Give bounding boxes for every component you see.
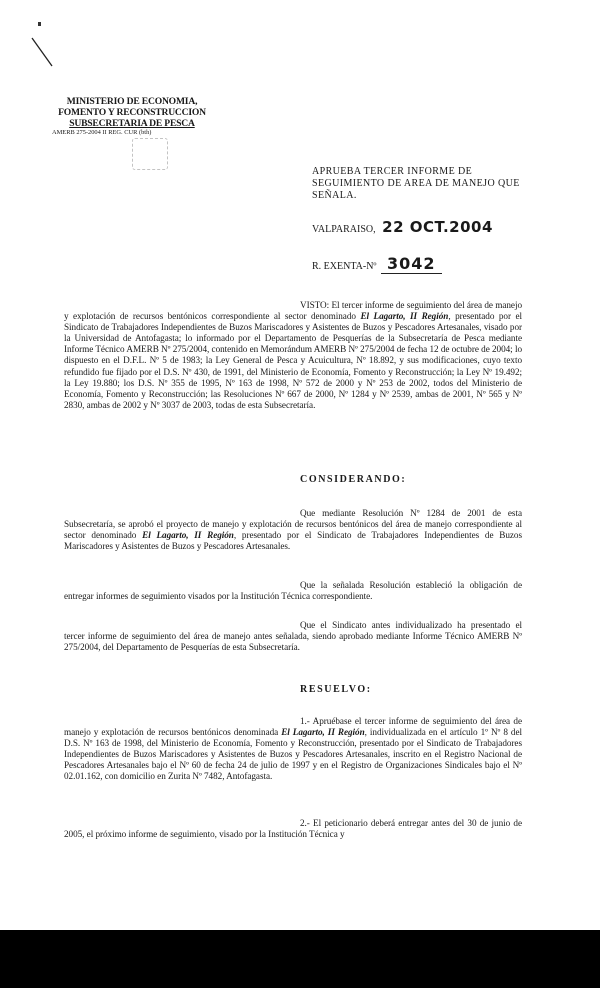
scan-artifact-mark (30, 20, 60, 70)
header-subsecretaria: SUBSECRETARIA DE PESCA (69, 118, 195, 129)
resolution-number-line (312, 254, 522, 274)
exenta-label: R. EXENTA-Nº (312, 261, 377, 272)
considerando-1-sector: El Lagarto, II Región (142, 530, 234, 541)
resuelvo-heading: RESUELVO: (300, 684, 372, 695)
resuelvo-1-text-a: 1.- Apruébase el tercer informe de seguimiento del área de manejo y explotación de recursos bentónicos denominada (64, 716, 522, 738)
header-fomento: FOMENTO Y RECONSTRUCCION (58, 107, 206, 118)
visto-text-a: VISTO: El tercer informe de seguimiento del área de manejo y explotación de recursos bentónicos correspondiente al sector denominado (64, 300, 522, 322)
resuelvo-1-text-b: , individualizada en el artículo 1º Nº 8 del D.S. Nº 163 de 1998, del Ministerio de Economía, Fomento y Reconstrucción, presentado por el Sindicato de Trabajadores Independientes de Buzos Mariscadores y Asistentes de Buzos y Pescadores Artesanales, inscrito en el Registro Nacional de Pescadores Artesanales bajo el Nº 60 de fecha 24 de julio de 1997 y en el Registro de Organizaciones Sindicales bajo el Nº 02.01.162, con domicilio en Zurita Nº 7482, Antofagasta. (64, 727, 522, 782)
place-date-line (312, 218, 522, 236)
considerando-1-text-a: Que mediante Resolución Nº 1284 de 2001 de esta Subsecretaría, se aprobó el proyecto de manejo y explotación de recursos bentónicos del área de manejo correspondiente al sector denominado (64, 508, 522, 541)
considerando-1-text-b: , presentado por el Sindicato de Trabajadores Independientes de Buzos Mariscadores y Asistentes de Buzos y Pescadores Artesanales. (64, 530, 522, 552)
resuelvo-1-sector: El Lagarto, II Región (281, 727, 365, 738)
ministry-header (52, 96, 212, 137)
visto-paragraph (64, 300, 522, 411)
visto-text-b: , presentado por el Sindicato de Trabajadores Independientes de Buzos Mariscadores y Asistentes de Buzos y Pescadores Artesanales, visado por la Universidad de Antofagasta; lo informado por el Departamento de Pesquerías de la Subsecretaría de Pesca mediante Informe Técnico AMERB Nº 275/2004, contenido en Memorándum AMERB Nº 275/2004 de fecha 12 de octubre de 2004; lo dispuesto en el D.F.L. Nº 5 de 1983; la Ley General de Pesca y Acuicultura, Nº 18.892, y sus modificaciones, cuyo texto refundido fue fijado por el D.S. Nº 430, de 1991, del Ministerio de Economía, Fomento y Reconstrucción; la Ley Nº 19.492; la Ley 19.880; los D.S. Nº 355 de 1995, Nº 163 de 1998, Nº 572 de 2000 y Nº 253 de 2002, todos del Ministerio de Economía, Fomento y Reconstrucción; las Resoluciones Nº 667 de 2000, Nº 1284 y Nº 2539, ambas de 2001, Nº 565 y Nº 2830, ambas de 2002 y Nº 3037 de 2003, todas de esta Subsecretaría. (64, 311, 522, 410)
faint-stamp (132, 138, 168, 170)
place-label: VALPARAISO, (312, 224, 376, 235)
considerando-heading: CONSIDERANDO: (300, 474, 407, 485)
visto-sector: El Lagarto, II Región (360, 311, 449, 322)
document-subject: APRUEBA TERCER INFORME DE SEGUIMIENTO DE AREA DE MANEJO QUE SEÑALA. (312, 166, 520, 201)
considerando-1 (64, 508, 522, 552)
resolution-number: 3042 (381, 254, 442, 274)
scan-bottom-band (0, 930, 600, 988)
header-ministry: MINISTERIO DE ECONOMIA, (66, 96, 198, 107)
date-stamp: 22 OCT.2004 (382, 218, 493, 236)
resuelvo-1 (64, 716, 522, 783)
resuelvo-2: 2.- El peticionario deberá entregar antes del 30 de junio de 2005, el próximo informe de seguimiento, visado por la Institución Técnica y (64, 818, 522, 840)
header-reference: AMERB 275-2004 II REG. CUR (bth) (52, 129, 152, 136)
considerando-3: Que el Sindicato antes individualizado ha presentado el tercer informe de seguimiento del área de manejo antes señalada, siendo aprobado mediante Informe Técnico AMERB Nº 275/2004, del Departamento de Pesquerías de esta Subsecretaría. (64, 620, 522, 653)
considerando-2: Que la señalada Resolución estableció la obligación de entregar informes de seguimiento visados por la Institución Técnica correspondiente. (64, 580, 522, 602)
